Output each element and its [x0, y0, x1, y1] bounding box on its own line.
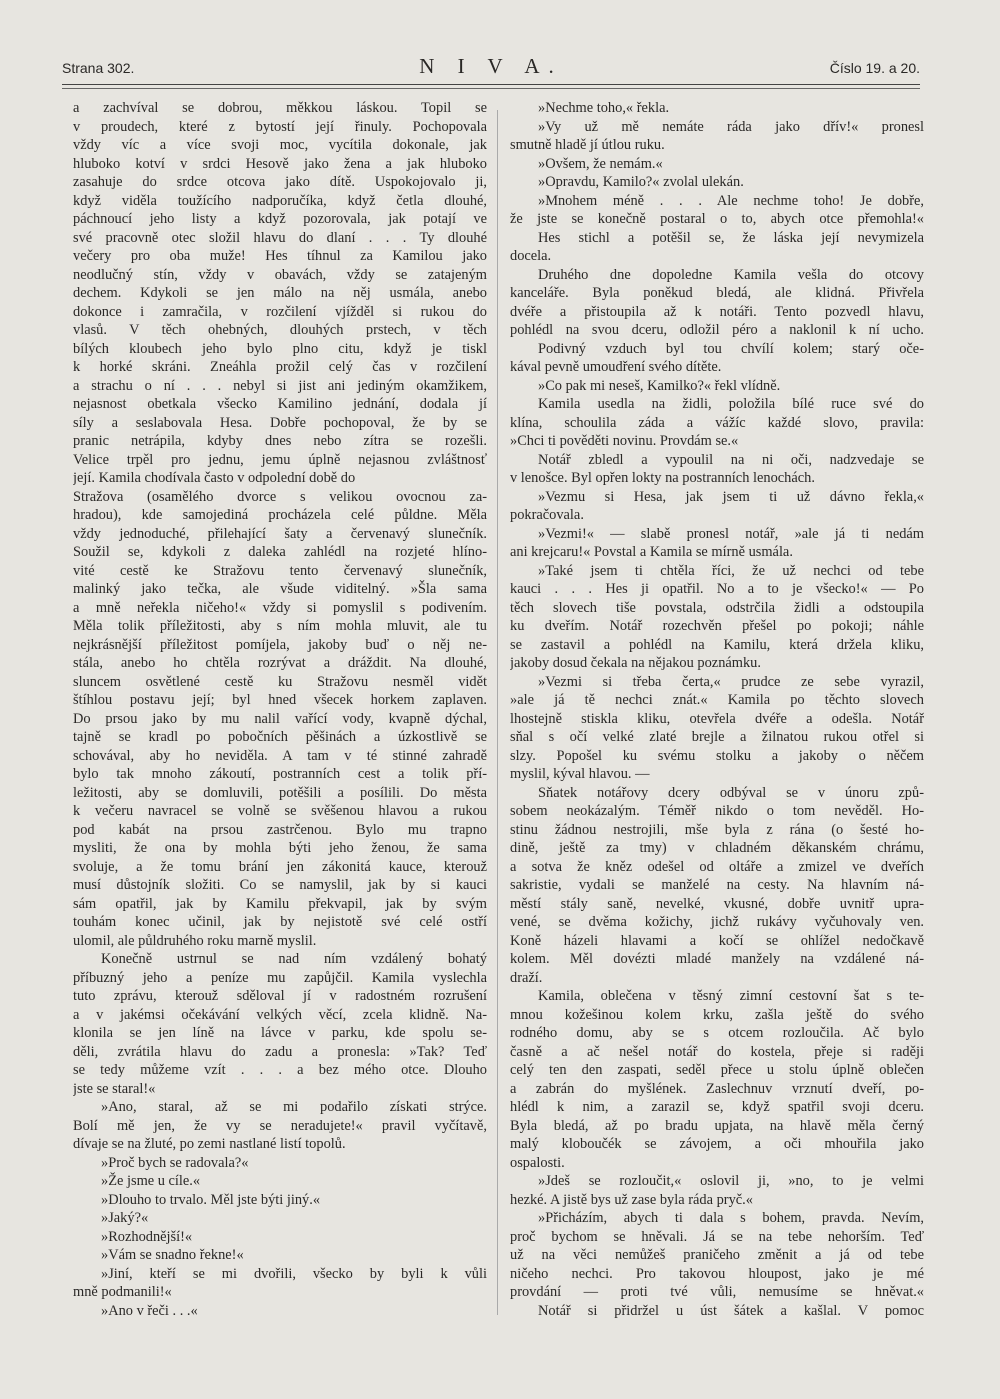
text-line: Notář zbledl a vypoulil na ni oči, nadzvedaje se — [538, 451, 924, 468]
text-line: kolem. Měl dovézti mladé manžely na vzdálené ná- — [510, 951, 924, 967]
text-line: děli, zvrátila hlavu do zadu a pronesla: »Tak? Teď — [73, 1043, 487, 1060]
text-line: když viděla toužícího nadporučíka, když četla dlouhé, — [73, 192, 487, 209]
text-line: draží. — [510, 969, 543, 986]
text-line: Podivný vzduch byl tou chvílí kolem; starý oče- — [538, 340, 924, 357]
text-line: a strachu o ní . . . nebyl si jist ani jediným okamžikem, — [73, 377, 487, 394]
text-line: ospalosti. — [510, 1154, 565, 1171]
text-line: nejkrásnější příležitost pomíjela, jakoby buď o něj ne- — [73, 636, 487, 653]
text-line: Koně házeli hlavami a kočí se ohlížel nedočkavě — [510, 932, 924, 949]
text-line: páchnoucí jeho listy a když pozorovala, jak potají ve — [73, 211, 487, 227]
text-line: ničeho nechci. Pro takovou hloupost, jako je mé — [510, 1265, 924, 1282]
text-line: ani krejcaru!« Povstal a Kamila se mírně usmála. — [510, 544, 793, 560]
text-line: časně a ač nešel notář do kostela, přeje si raději — [510, 1043, 924, 1060]
text-line: celý ten den zaspati, seděl přece u stolu úplně oblečen — [510, 1062, 924, 1078]
text-line: hradou), kde samojediná procházela celé půldne. Měla — [73, 507, 487, 523]
text-line: »Ovšem, že nemám.« — [538, 155, 663, 172]
text-line: touhám konec učinil, jak by nejistotě své celé ostří — [73, 914, 487, 930]
text-line: ku dveřím. Notář rozechvěn přešel po pokoji; náhle — [510, 618, 924, 634]
text-line: nejasnost obetkala všecko Kamilino jednání, dodala jí — [73, 396, 487, 412]
text-line: tajně se kradl po pobočních pěšinách a úzkostlivě se — [73, 729, 487, 745]
text-line: dechem. Kdykoli se jen málo na něj usmála, anebo — [73, 285, 487, 301]
text-line: myslil, kýval hlavou. — — [510, 766, 650, 782]
text-line: Druhého dne dopoledne Kamila vešla do otcovy — [538, 266, 924, 283]
text-line: a zabrán do myšlének. Zaslechnuv vrznutí dveří, po- — [510, 1080, 924, 1097]
text-line: rodného domu, aby se s otcem rozloučila. Ač bylo — [510, 1025, 924, 1041]
text-line: dvéře a přistoupila až k notáři. Tento pozvedl hlavu, — [510, 303, 924, 320]
text-line: Kamila, oblečena v těsný zimní cestovní šat s te- — [538, 988, 924, 1004]
text-line: ležitosti, aby se domluvili, potěšili a posílili. Do města — [73, 784, 487, 801]
text-line: pod kabát na prsou zastrčenou. Bylo mu trapno — [73, 821, 487, 838]
text-line: tuto zprávu, kterouž sděloval jí v radostném rozrušení — [73, 988, 487, 1004]
text-line: Byla bledá, až po bradu upjata, na hlavě měla černý — [510, 1117, 924, 1134]
text-line: Bolí mě jen, že vy se neradujete!« pravil vyčítavě, — [73, 1117, 487, 1134]
text-line: sluncem osvětlené cestě ku Stražovu nesměl vidět — [73, 673, 487, 690]
text-line: už na věci nemůžeš praničeho změnit a já od tebe — [510, 1247, 924, 1263]
text-line: »Mnohem méně . . . Ale nechme toho! Je dobře, — [538, 192, 924, 209]
text-line: klonila se jen líně na lávce v parku, kde spolu se- — [73, 1025, 487, 1041]
text-line: vždy jednoduché, přilehající šaty a červenavý slunečník. — [73, 525, 487, 542]
text-line: hlédl k nim, a zarazil se, když spatřil svoji dceru. — [510, 1099, 924, 1115]
text-line: Konečně ustrnul se nad ním vzdálený bohatý — [101, 951, 487, 967]
text-line: v lenošce. Byl opřen lokty na postranních lenochách. — [510, 470, 815, 486]
text-line: »Vezmi si třeba čerta,« prudce ze sebe vyrazil, — [538, 673, 924, 690]
text-line: že jste se konečně postaral o to, abych otce přemohla!« — [510, 211, 924, 227]
text-line: a mně neřekla ničeho!« vždy si pomyslil s podivením. — [73, 599, 487, 616]
periodical-title: N I V A. — [419, 54, 563, 78]
text-line: »Ano v řeči . . .« — [101, 1302, 198, 1319]
text-line: Hes stichl a potěšil se, že láska její nevymizela — [538, 229, 924, 246]
text-line: lhostejně stiskla kliku, otevřela dvéře a odešla. Notář — [510, 710, 924, 727]
text-line: mně podmanili!« — [73, 1284, 172, 1300]
text-line: večery pro oba muže! Hes tíhnul za Kamilou jako — [73, 248, 487, 264]
text-line: příbuzný jeho a peníze mu zapůjčil. Kamila vyslechla — [73, 969, 487, 986]
text-line: vždy víc a více svoji moc, vycítila dokonale, jak — [73, 137, 487, 153]
issue-number-label: Číslo 19. a 20. — [829, 60, 920, 76]
page-header — [62, 54, 920, 84]
text-line: »Jaký?« — [101, 1210, 149, 1226]
text-column-right — [510, 99, 924, 1320]
text-line: smutně hladě jí útlou ruku. — [510, 137, 665, 153]
text-line: »Vezmi!« — slabě pronesl notář, »ale já ti nedám — [538, 525, 924, 542]
text-line: pokračovala. — [510, 507, 584, 523]
text-line: docela. — [510, 248, 552, 264]
text-line: hluboko kotví v srdci Hesově jako žena a jak hluboko — [73, 155, 487, 172]
text-line: sakristie, vydali se manželé na cesty. Na hlavním ná- — [510, 877, 924, 893]
text-line: v proudech, které z bytostí její řinuly. Pochopovala — [73, 118, 487, 135]
text-line: Do prsou jako by mu nalil vařící vody, kvapně dýchal, — [73, 710, 487, 727]
text-line: se tedy můžeme vzít . . . a bez mého otce. Dlouho — [73, 1062, 487, 1078]
text-line: »Rozhodnější!« — [101, 1228, 193, 1245]
header-rule-thin — [62, 88, 920, 89]
text-line: »Vám se snadno řekne!« — [101, 1247, 244, 1263]
text-line: »Ano, staral, až se mi podařilo získati strýce. — [101, 1099, 487, 1115]
header-rule-thick — [62, 84, 920, 85]
text-line: sám opatřil, jak by Kamilu překvapil, jak by svým — [73, 895, 487, 912]
text-line: musí důstojník složiti. Co se namyslil, jak by si kauci — [73, 877, 487, 893]
text-line: síly a seslabovala Hesa. Dobře pochopoval, že by se — [73, 414, 487, 431]
text-line: Stražova (osamělého dvorce s velikou ovocnou za- — [73, 488, 487, 505]
text-line: pohlédl na svou dceru, odložil péro a naklonil k ní ucho. — [510, 322, 924, 338]
text-line: k horké skráni. Zneáhla prožil celý čas v rozčilení — [73, 359, 487, 375]
text-line: »Jdeš se rozloučit,« oslovil ji, »no, to je velmi — [538, 1173, 924, 1189]
text-line: se zastavil a pohlédl na Kamilu, která držela kliku, — [510, 636, 924, 653]
text-line: malinký jako tečka, ale všude viditelný. »Šla sama — [73, 581, 487, 597]
text-line: své pracovně otec složil hlavu do dlaní . . . Ty dlouhé — [73, 229, 487, 246]
text-line: mnou kožešinou kolem krku, zašla ještě do svého — [510, 1006, 924, 1023]
text-line: sobem neokázalým. Téměř nikdo o tom nevěděl. Ho- — [510, 803, 924, 819]
text-line: Sňatek notářovy dcery odbýval se v únoru způ- — [538, 784, 924, 801]
text-line: »Chci ti pověděti novinu. Provdám se.« — [510, 433, 739, 449]
text-line: městí stály saně, nevelké, vkusné, dobře uvnitř upra- — [510, 895, 924, 912]
text-line: a v jakémsi očekávání velkých věcí, zcela klidně. Na- — [73, 1006, 487, 1023]
text-line: zasahuje do srdce otcova jako dítě. Uspokojovalo ji, — [73, 174, 487, 190]
text-line: Velice trpěl pro jednu, jemu úplně nejasnou zvláštnosť — [73, 451, 487, 468]
text-line: »ale já tě nechci znát.« Kamila po těchto slovech — [510, 692, 924, 708]
text-line: »Že jsme u cíle.« — [101, 1173, 201, 1189]
text-line: jste se staral!« — [73, 1080, 156, 1097]
text-line: »Vy už mě nemáte ráda jako dřív!« pronesl — [538, 118, 924, 135]
text-line: mysliti, že ona by mohla býti jeho ženou, že sama — [73, 840, 487, 856]
text-line: Měla tolik příležitosti, aby s ním mohla mluvit, ale tu — [73, 618, 487, 634]
text-line: bylo tak mnoho zákoutí, postranních cest a tolik pří- — [73, 766, 487, 782]
text-line: »Přicházím, abych ti dala s bohem, pravda. Nevím, — [538, 1210, 924, 1226]
page-number-label: Strana 302. — [62, 60, 135, 76]
text-line: jakoby dosud čekala na nějakou poznámku. — [510, 655, 761, 671]
text-line: bílých kloubech jeho bylo plno citu, když je tiskl — [73, 340, 487, 357]
text-line: vité cestě ke Stražovu tento červenavý slunečník, — [73, 562, 487, 579]
text-line: Kamila usedla na židli, položila bílé ruce své do — [538, 396, 924, 412]
text-line: její. Kamila chodívala často v odpolední době do — [73, 470, 356, 486]
text-line: vlasů. V těch ohebných, dlouhých prstech, v těch — [73, 322, 487, 338]
text-line: štíhlou postavu její; byl hned všecek horkem zaplaven. — [73, 692, 487, 708]
text-line: »Jiní, kteří se mi dvořili, všecko by byli k vůli — [101, 1265, 487, 1282]
text-line: Soužil se, kdykoli z daleka zahlédl na rozjeté hlíno- — [73, 544, 487, 560]
text-line: provdání — proti tvé vůli, nemusíme se hněvat.« — [510, 1284, 924, 1300]
text-line: »Proč bych se radovala?« — [101, 1154, 249, 1171]
text-line: neodlučný stín, vždy v obavách, vždy se zatajeným — [73, 266, 487, 283]
text-line: těch slovech tiše povstala, odstrčila židli a odstoupila — [510, 599, 924, 616]
text-line: Notář si přidržel u úst šátek a kašlal. V pomoc — [538, 1302, 924, 1319]
text-line: a sotva že kněz odešel od oltáře a zmizel ve dveřích — [510, 858, 924, 875]
text-line: »Vezmu si Hesa, jak jsem ti už dávno řekla,« — [538, 488, 924, 505]
column-divider — [497, 110, 498, 1315]
text-column-left — [73, 99, 487, 1320]
text-line: proč bychom se hněvali. Já se na tebe nehorším. Teď — [510, 1228, 924, 1245]
text-line: »Opravdu, Kamilo?« zvolal ulekán. — [538, 174, 744, 190]
text-line: a zachvíval se dobrou, měkkou láskou. Topil se — [73, 100, 487, 116]
text-line: klína, schoulila záda a vážíc každé slovo, pravila: — [510, 414, 924, 431]
text-line: stinu žádnou nestrojili, mše byla z rána (o šesté ho- — [510, 821, 924, 838]
text-line: »Dlouho to trvalo. Měl jste býti jiný.« — [101, 1191, 321, 1208]
text-line: »Také jsem ti chtěla říci, že už nechci od tebe — [538, 562, 924, 579]
text-line: schovával, aby ho neviděla. A tam v té stinné zahradě — [73, 747, 487, 764]
text-line: kával pevně umoudření svého dítěte. — [510, 359, 722, 375]
text-line: hezké. A jistě bys už zase byla ráda pryč.« — [510, 1191, 753, 1208]
text-line: »Co pak mi neseš, Kamilko?« řekl vlídně. — [538, 377, 781, 394]
text-line: sňal s očí velké zlaté brejle a žilnatou rukou otřel si — [510, 729, 924, 745]
text-line: malý kloboučék se závojem, a oči mhouřila jako — [510, 1136, 924, 1152]
text-line: svoluje, a že tomu brání jen zákonitá kauce, kterouž — [73, 858, 487, 875]
text-line: kanceláře. Byla poněkud bledá, ale klidná. Přivřela — [510, 285, 924, 301]
text-line: stála, anebo ho chtěla rozrývat a dráždit. Na dlouhé, — [73, 655, 487, 671]
text-line: k večeru navracel se volně se svěšenou hlavou a rukou — [73, 803, 487, 819]
text-line: dívaje se na žluté, po zemi nastlané listí topolů. — [73, 1136, 346, 1152]
text-line: slzy. Popošel ku svému stolku a jakoby o něčem — [510, 747, 924, 764]
text-line: »Nechme toho,« řekla. — [538, 100, 670, 116]
text-line: dině, ještě za tmy) v chladném děkanském chrámu, — [510, 840, 924, 856]
text-line: ulomil, ale půldruhého roku marně myslil. — [73, 932, 317, 949]
text-line: kauci . . . Hes ji opatřil. No a to je všecko!« — Po — [510, 581, 924, 597]
text-line: vené, se dvěma kožichy, jichž rukávy vyčuhovaly ven. — [510, 914, 924, 930]
text-line: dokonce i zamračila, v rozčilení vjížděl si rukou do — [73, 303, 487, 320]
text-line: pranic netrápila, kdyby dnes nebo zítra se rozešli. — [73, 433, 487, 449]
